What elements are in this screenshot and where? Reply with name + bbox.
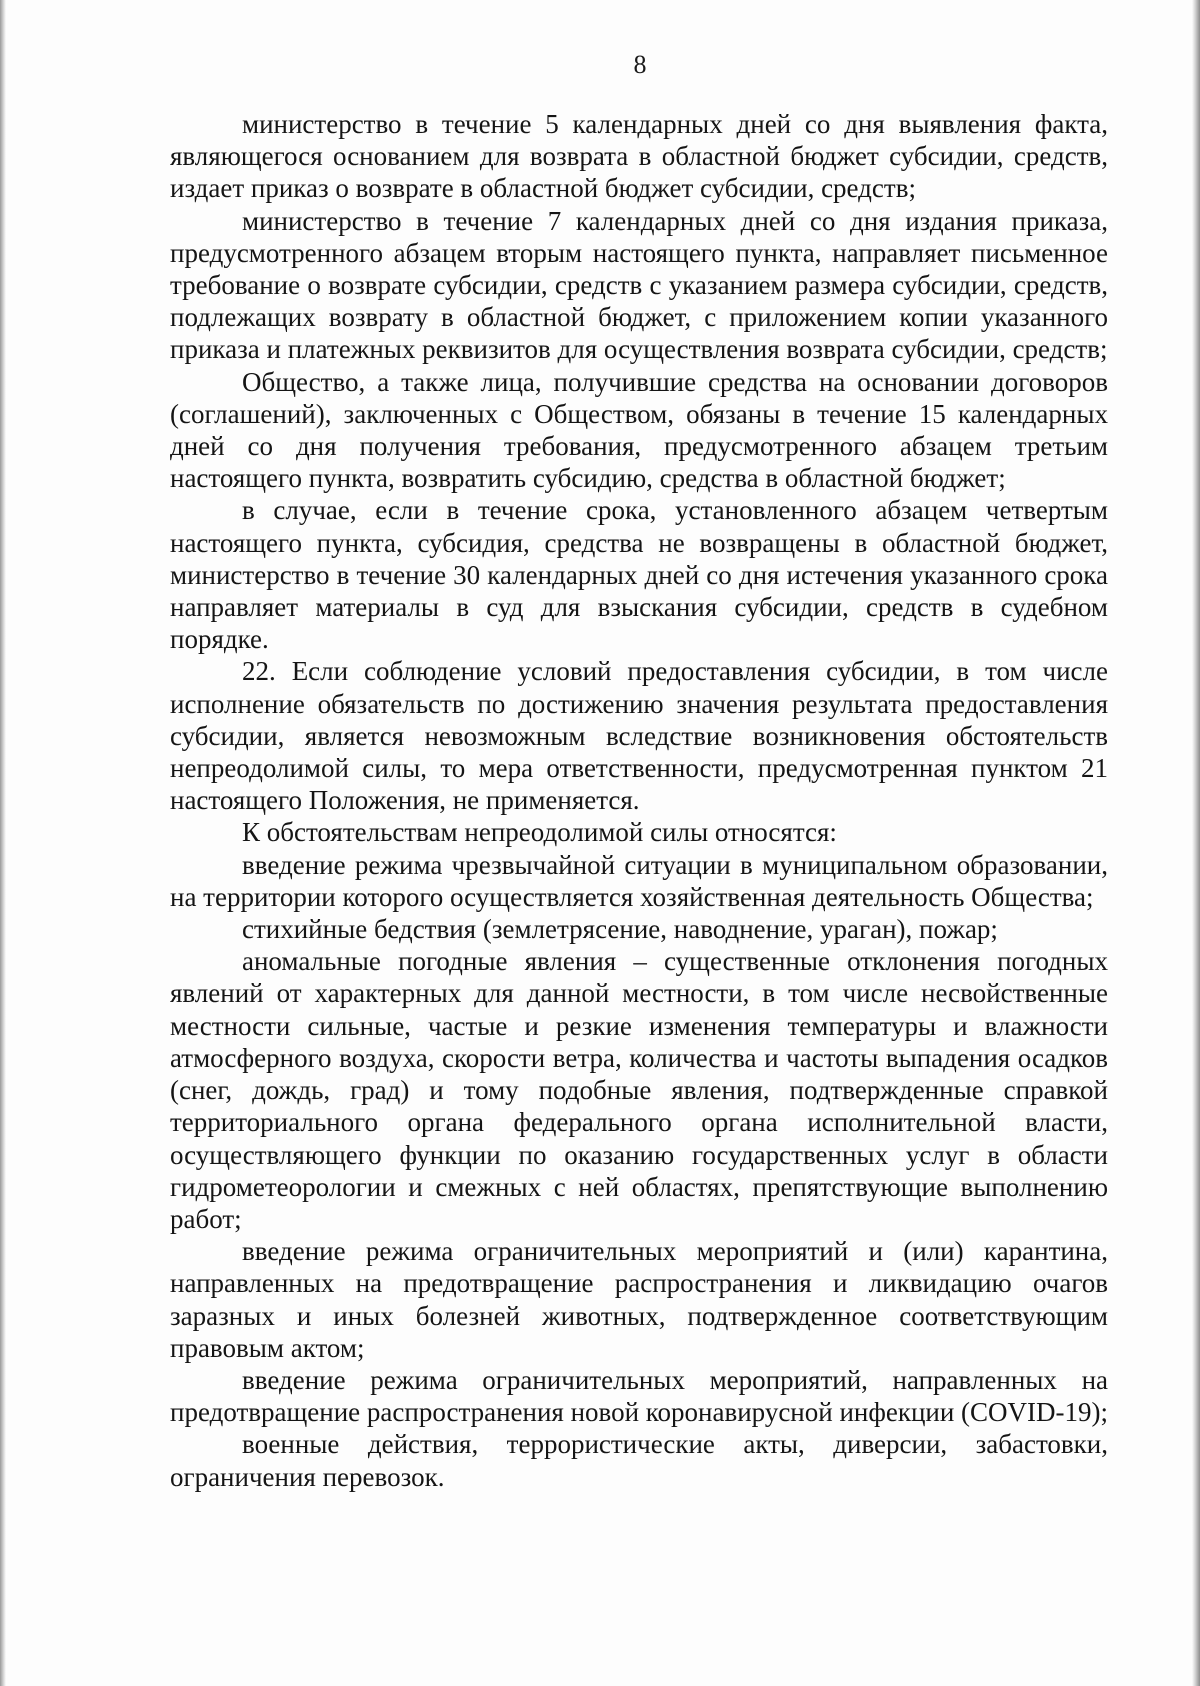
page-number: 8 [633, 50, 647, 79]
paragraph-return-order: министерство в течение 5 календарных дней со дня выявления факта, являющегося основанием для возврата в областной бюджет субсидии, средств, издает приказ о возврате в областной бюджет субсидии, средств; [170, 109, 1108, 204]
paragraph-quarantine: введение режима ограничительных мероприятий и (или) карантина, направленных на предотвращение распространения и ликвидацию очагов заразных и иных болезней животных, подтвержденное соответствующим правовым актом; [170, 1236, 1108, 1363]
paragraph-force-majeure-intro: К обстоятельствам непреодолимой силы относятся: [242, 817, 837, 848]
paragraph-written-demand: министерство в течение 7 календарных дней со дня издания приказа, предусмотренного абзацем вторым настоящего пункта, направляет письменное требование о возврате субсидии, средств с указанием размера субсидии, средств, подлежащих возврату в областной бюджет, с приложением копии указанного приказа и платежных реквизитов для осуществления возврата субсидии, средств; [170, 205, 1108, 365]
paragraph-court-recovery: в случае, если в течение срока, установленного абзацем четвертым настоящего пункта, субсидия, средства не возвращены в областной бюджет, министерство в течение 30 календарных дней со дня истечения указанного срока направляет материалы в суд для взыскания субсидии, средств в судебном порядке. [170, 495, 1108, 655]
paragraph-item-22: 22. Если соблюдение условий предоставления субсидии, в том числе исполнение обязательств по достижению значения результата предоставления субсидии, является невозможным вследствие возникновения обстоятельств непреодолимой силы, то мера ответственности, предусмотренная пунктом 21 настоящего Положения, не применяется. [170, 656, 1108, 816]
paragraph-military-actions: военные действия, террористические акты, диверсии, забастовки, ограничения перевозок. [170, 1429, 1108, 1492]
paragraph-abnormal-weather: аномальные погодные явления – существенные отклонения погодных явлений от характерных для данной местности, в том числе несвойственные местности сильные, частые и резкие изменения температуры и влажности атмосферного воздуха, скорости ветра, количества и частоты выпадения осадков (снег, дождь, град) и тому подобные явления, подтвержденные справкой территориального органа федерального органа исполнительной власти, осуществляющего функции по оказанию государственных услуг в области гидрометеорологии и смежных с ней областях, препятствующие выполнению работ; [170, 946, 1108, 1234]
scan-edge-left [0, 0, 6, 1686]
paragraph-society-obligation: Общество, а также лица, получившие средства на основании договоров (соглашений), заключенных с Обществом, обязаны в течение 15 календарных дней со дня получения требования, предусмотренного абзацем третьим настоящего пункта, возвратить субсидию, средства в областной бюджет; [170, 366, 1108, 494]
scan-edge-right [1192, 0, 1200, 1686]
document-body [170, 108, 1108, 1493]
paragraph-natural-disasters: стихийные бедствия (землетрясение, наводнение, ураган), пожар; [242, 914, 998, 945]
paragraph-covid-restrictions: введение режима ограничительных мероприятий, направленных на предотвращение распространения новой коронавирусной инфекции (COVID-19); [170, 1364, 1109, 1428]
paragraph-emergency-regime: введение режима чрезвычайной ситуации в муниципальном образовании, на территории которого осуществляется хозяйственная деятельность Общества; [170, 849, 1108, 912]
